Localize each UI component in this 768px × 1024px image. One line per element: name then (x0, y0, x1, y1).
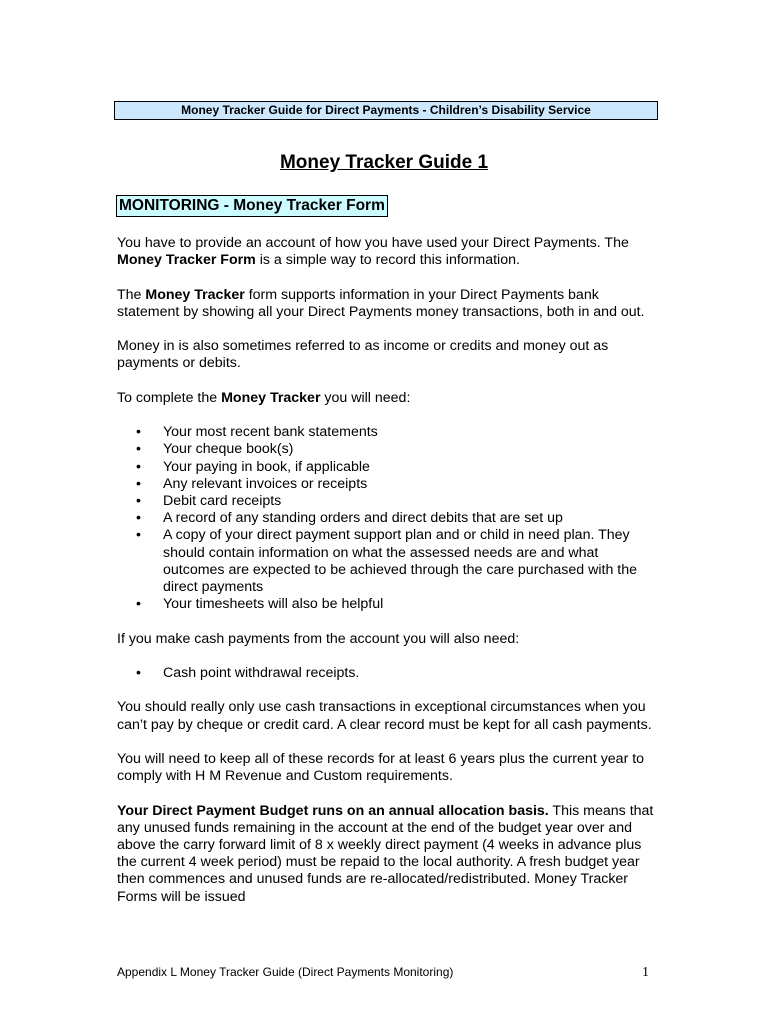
document-body (117, 235, 657, 923)
list-item: • Your most recent bank statements (163, 424, 657, 441)
footer-text: Appendix L Money Tracker Guide (Direct Payments Monitoring) (117, 965, 454, 979)
paragraph-cash-payments: If you make cash payments from the account you will also need: (117, 630, 520, 647)
paragraph-budget: Your Direct Payment Budget runs on an annual allocation basis. This means that any unused funds remaining in the account at the end of the budget year over and above the carry forward limit of 8 x weekly direct payment (4 weeks in advance plus the current 4 week period) must be repaid to the local authority. A fresh budget year then commences and unused funds are re-allocated/redistributed. Money Tracker Forms will be issued (117, 802, 654, 905)
needs-list (117, 424, 657, 613)
paragraph-money-tracker: The Money Tracker form supports information in your Direct Payments bank statement by showing all your Direct Payments money transactions, both in and out. (117, 286, 645, 320)
section-heading: MONITORING - Money Tracker Form (116, 195, 388, 217)
header-banner: Money Tracker Guide for Direct Payments - Children’s Disability Service (114, 101, 658, 120)
list-item: • A copy of your direct payment support plan and or child in need plan. They should contain information on what the assessed needs are and what outcomes are expected to be achieved through the care purchased with the direct payments (163, 527, 657, 596)
list-item: • Cash point withdrawal receipts. (163, 665, 657, 682)
paragraph-complete: To complete the Money Tracker you will need: (117, 389, 411, 406)
list-item: • Your cheque book(s) (163, 441, 657, 458)
list-item: • Any relevant invoices or receipts (163, 476, 657, 493)
page-title: Money Tracker Guide 1 (279, 152, 489, 173)
paragraph-cash-transactions: You should really only use cash transactions in exceptional circumstances when you can’t pay by cheque or credit card. A clear record must be kept for all cash payments. (117, 699, 652, 733)
paragraph-records: You will need to keep all of these records for at least 6 years plus the current year to comply with H M Revenue and Custom requirements. (117, 750, 645, 785)
list-item: • Debit card receipts (163, 493, 657, 510)
cash-list (117, 665, 657, 682)
list-item: • A record of any standing orders and direct debits that are set up (163, 510, 657, 527)
paragraph-money-in-out: Money in is also sometimes referred to as income or credits and money out as payments or debits. (117, 338, 609, 372)
page-number: 1 (642, 965, 649, 980)
list-item: • Your timesheets will also be helpful (163, 596, 657, 613)
paragraph-intro: You have to provide an account of how you have used your Direct Payments. The Money Tracker Form is a simple way to record this information. (117, 235, 629, 269)
list-item: • Your paying in book, if applicable (163, 459, 657, 476)
